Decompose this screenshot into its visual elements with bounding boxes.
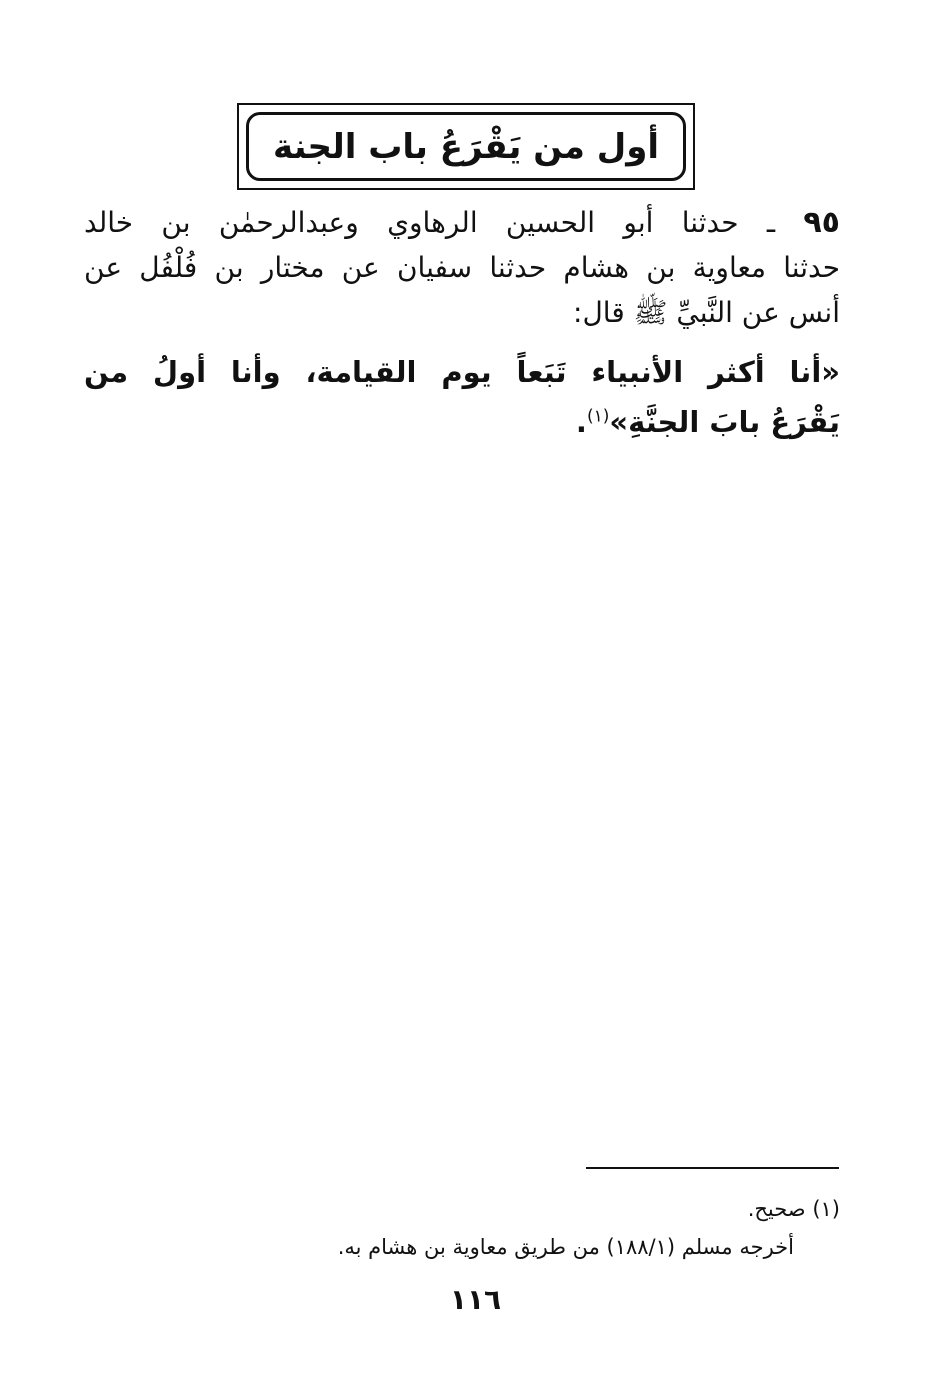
isnad-line-3: أنس عن النَّبيِّ ﷺ قال: — [573, 296, 840, 329]
page-number: ١١٦ — [449, 1283, 502, 1316]
isnad-line-2: حدثنا معاوية بن هشام حدثنا سفيان عن مختار بن فُلْفُل عن — [84, 251, 840, 284]
footnote-1-grade: (١) صحيح. — [747, 1197, 840, 1221]
matn-line-2-text: يَقْرَعُ بابَ الجنَّةِ» — [609, 405, 840, 439]
hadith-number: ٩٥ — [803, 205, 840, 240]
chapter-title-frame — [237, 103, 695, 190]
footnote-1-source: أخرجه مسلم (١٨٨/١) من طريق معاوية بن هشام به. — [337, 1235, 794, 1259]
footnote-separator — [586, 1167, 839, 1169]
matn-line-1: «أنا أكثر الأنبياء تَبَعاً يوم القيامة، وأنا أولُ من — [84, 355, 840, 389]
footnote-reference-marker: (١) — [586, 406, 610, 427]
matn-end-period: . — [575, 405, 587, 439]
footnotes — [200, 1190, 840, 1266]
hadith-matn — [84, 347, 840, 447]
hadith-body — [84, 200, 840, 447]
hadith-isnad — [84, 200, 840, 335]
isnad-line-1 — [84, 200, 840, 245]
isnad-line-1-text: ـ حدثنا أبو الحسين الرهاوي وعبدالرحمٰن بن خالد — [84, 206, 804, 239]
chapter-title: أول من يَقْرَعُ باب الجنة — [272, 126, 660, 167]
matn-line-2 — [84, 397, 840, 447]
chapter-title-inner-border — [246, 112, 686, 181]
